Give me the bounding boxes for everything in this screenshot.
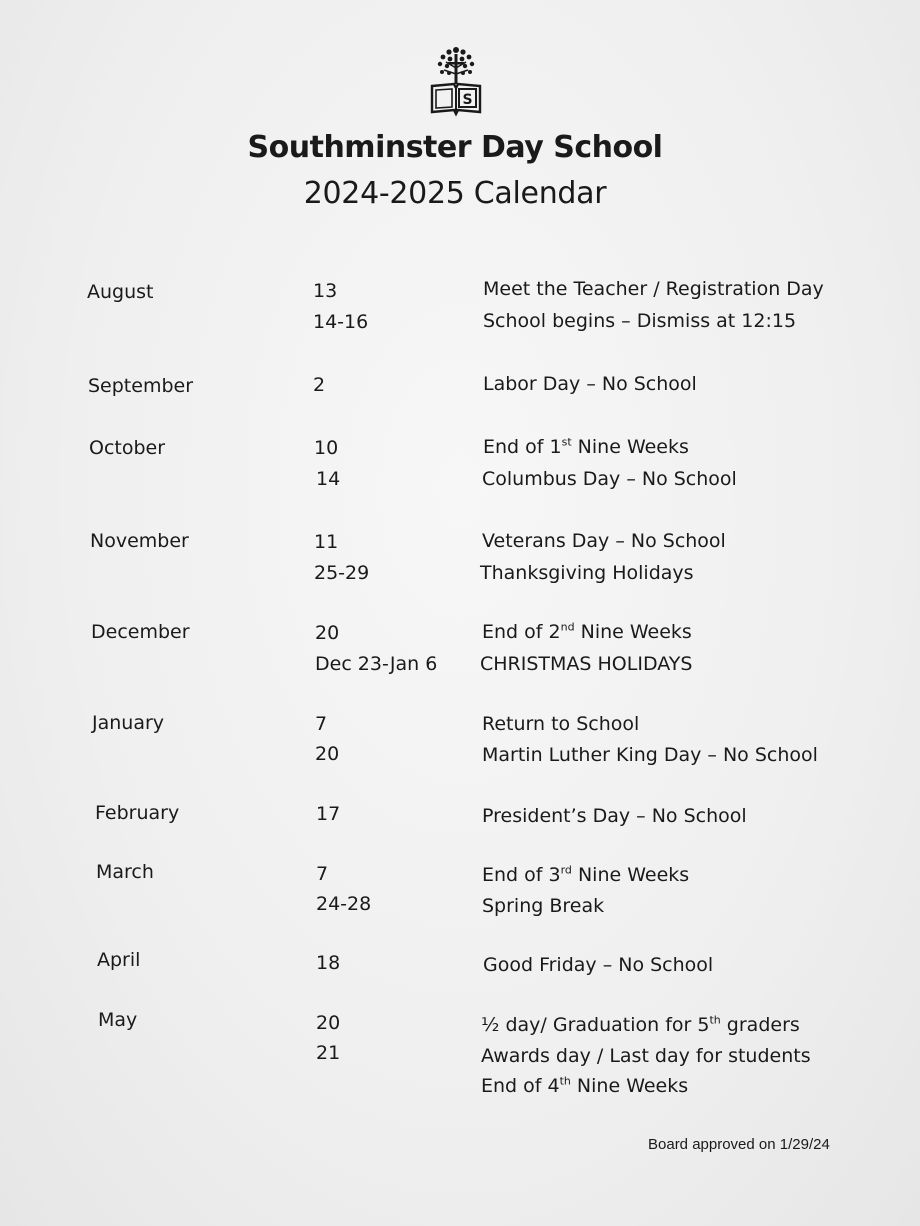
date: 20 — [315, 743, 340, 765]
event: End of 1st Nine Weeks — [483, 435, 689, 458]
date: 7 — [316, 863, 329, 885]
date: 21 — [316, 1042, 341, 1064]
date: 20 — [316, 1012, 341, 1034]
month-label: November — [90, 530, 189, 552]
event: Thanksgiving Holidays — [480, 562, 694, 584]
month-label: September — [88, 375, 194, 397]
date: 11 — [314, 531, 339, 553]
month-label: October — [89, 437, 166, 459]
event: Awards day / Last day for students — [481, 1045, 811, 1067]
date: 13 — [313, 280, 338, 302]
month-label: December — [91, 621, 190, 643]
event: President’s Day – No School — [482, 805, 747, 827]
event: End of 2nd Nine Weeks — [482, 620, 692, 643]
month-label: April — [97, 949, 141, 971]
date: 18 — [316, 952, 341, 974]
event: End of 3rd Nine Weeks — [482, 863, 690, 886]
month-label: February — [95, 802, 180, 824]
date: 10 — [314, 437, 339, 459]
event: School begins – Dismiss at 12:15 — [483, 310, 797, 332]
calendar-title: 2024-2025 Calendar — [303, 176, 607, 211]
month-label: August — [87, 281, 154, 303]
date: 7 — [315, 713, 328, 735]
event: Meet the Teacher / Registration Day — [483, 278, 824, 300]
date: Dec 23-Jan 6 — [315, 653, 438, 675]
board-approval-note: Board approved on 1/29/24 — [648, 1136, 830, 1153]
logo-letter: S — [462, 92, 473, 108]
date: 14-16 — [313, 311, 369, 333]
date: 17 — [316, 803, 341, 825]
month-label: March — [96, 861, 154, 883]
event: Good Friday – No School — [483, 954, 714, 976]
date: 24-28 — [316, 893, 372, 915]
school-name: Southminster Day School — [247, 130, 663, 165]
date: 14 — [316, 468, 341, 490]
event: Columbus Day – No School — [482, 468, 737, 490]
event: Veterans Day – No School — [482, 530, 726, 552]
event: Martin Luther King Day – No School — [482, 744, 818, 766]
date: 20 — [315, 622, 340, 644]
event: ½ day/ Graduation for 5th graders — [481, 1013, 800, 1036]
event: Return to School — [482, 713, 640, 735]
date: 25-29 — [314, 562, 370, 584]
event: Spring Break — [482, 895, 605, 917]
event: End of 4th Nine Weeks — [481, 1074, 689, 1097]
date: 2 — [313, 374, 326, 396]
month-label: January — [92, 712, 165, 734]
tree-book-logo-icon — [428, 44, 484, 118]
event: Labor Day – No School — [483, 373, 697, 395]
event: CHRISTMAS HOLIDAYS — [480, 653, 693, 675]
month-label: May — [98, 1009, 138, 1031]
